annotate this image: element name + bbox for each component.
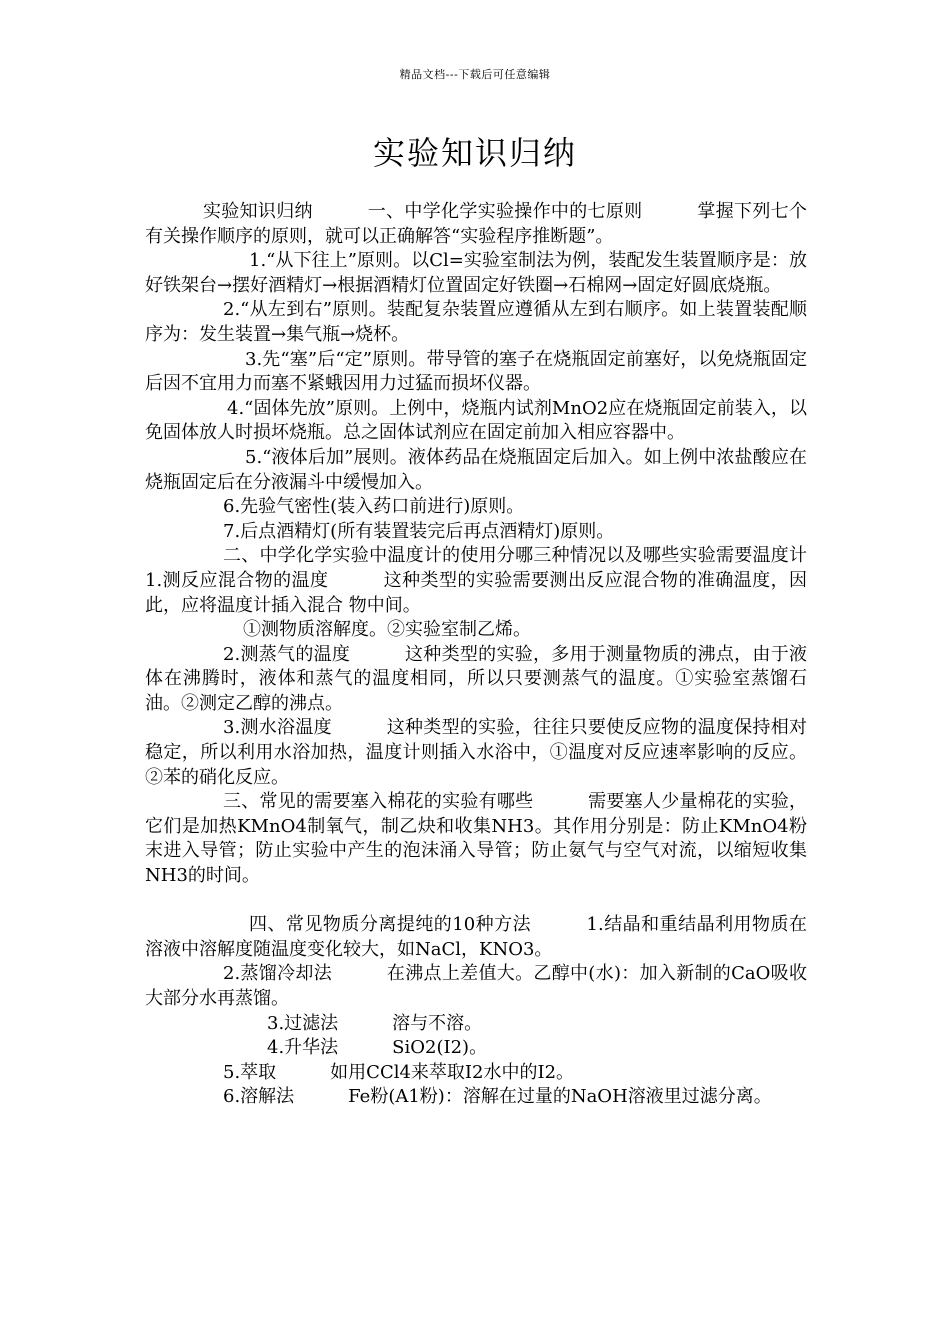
paragraph-method-5: 5.萃取 如用CCl4来萃取I2水中的I2。: [223, 1061, 575, 1083]
paragraph-section-2-item-3: 3.测水浴温度 这种类型的实验，往往只要使反应物的温度保持相对稳定，所以利用水浴加热，温度计则插入水浴中，①温度对反应速率影响的反应。②苯的硝化反应。: [145, 717, 807, 788]
paragraph-rule-3: 3.先“塞”后“定”原则。带导管的塞子在烧瓶固定前塞好，以免烧瓶固定后因不宜用力而塞不紧蛾因用力过猛而损坏仪器。: [145, 348, 807, 395]
paragraph-intro: 实验知识归纳 一、中学化学实验操作中的七原则 掌握下列七个有关操作顺序的原则，就可以正确解答“实验程序推断题”。: [145, 201, 807, 247]
paragraph-rule-5: 5.“液体后加”展则。液体药品在烧瓶固定后加入。如上例中浓盐酸应在烧瓶固定后在分液漏斗中缓慢加入。: [145, 446, 807, 493]
paragraph-method-2: 2.蒸馏冷却法 在沸点上差值大。乙醇中(水)：加入新制的CaO吸收大部分水再蒸馏。: [145, 963, 807, 1009]
paragraph-section-2-examples: ①测物质溶解度。②实验室制乙烯。: [243, 619, 531, 641]
paragraph-rule-7: 7.后点酒精灯(所有装置装完后再点酒精灯)原则。: [223, 520, 615, 542]
paragraph-rule-6: 6.先验气密性(装入药口前进行)原则。: [223, 496, 525, 518]
paragraph-section-2-item-2: 2.测蒸气的温度 这种类型的实验，多用于测量物质的沸点，由于液体在沸腾时，液体和蒸气的温度相同，所以只要测蒸气的温度。①实验室蒸馏石油。②测定乙醇的沸点。: [145, 643, 807, 714]
blank-line: [145, 889, 807, 914]
paragraph-section-4: 四、常见物质分离提纯的10种方法 1.结晶和重结晶利用物质在溶液中溶解度随温度变化较大，如NaCl，KNO3。: [145, 914, 807, 960]
paragraph-method-4: 4.升华法 SiO2(I2)。: [267, 1037, 488, 1059]
document-title: 实验知识归纳: [372, 134, 577, 172]
paragraph-rule-4: 4.“固体先放”原则。上例中，烧瓶内试剂MnO2应在烧瓶固定前装入，以免固体放人时损坏烧瓶。总之固体试剂应在固定前加入相应容器中。: [145, 397, 807, 444]
document-body: [145, 200, 861, 1110]
paragraph-method-6: 6.溶解法 Fe粉(A1粉)：溶解在过量的NaOH溶液里过滤分离。: [223, 1086, 772, 1108]
paragraph-rule-1: 1.“从下往上”原则。以Cl=实验室制法为例，装配发生装置顺序是：放好铁架台→摆好酒精灯→根据酒精灯位置固定好铁圈→石棉网→固定好圆底烧瓶。: [145, 250, 807, 296]
document-header-note: 精品文档---下载后可任意编辑: [399, 68, 551, 81]
paragraph-method-3: 3.过滤法 溶与不溶。: [267, 1012, 483, 1034]
paragraph-section-2: 二、中学化学实验中温度计的使用分哪三种情况以及哪些实验需要温度计 1.测反应混合物的温度 这种类型的实验需要测出反应混合物的准确温度，因此，应将温度计插入混合 物中间。: [145, 545, 861, 616]
paragraph-rule-2: 2.“从左到右”原则。装配复杂装置应遵循从左到右顺序。如上装置装配顺序为：发生装置→集气瓶→烧杯。: [145, 299, 807, 345]
paragraph-section-3: 三、常见的需要塞入棉花的实验有哪些 需要塞人少量棉花的实验，它们是加热KMnO4制氧气，制乙炔和收集NH3。其作用分别是：防止KMnO4粉末进入导管；防止实验中产生的泡沫涌入导管；防止氨气与空气对流，以缩短收集NH3的时间。: [145, 791, 807, 887]
